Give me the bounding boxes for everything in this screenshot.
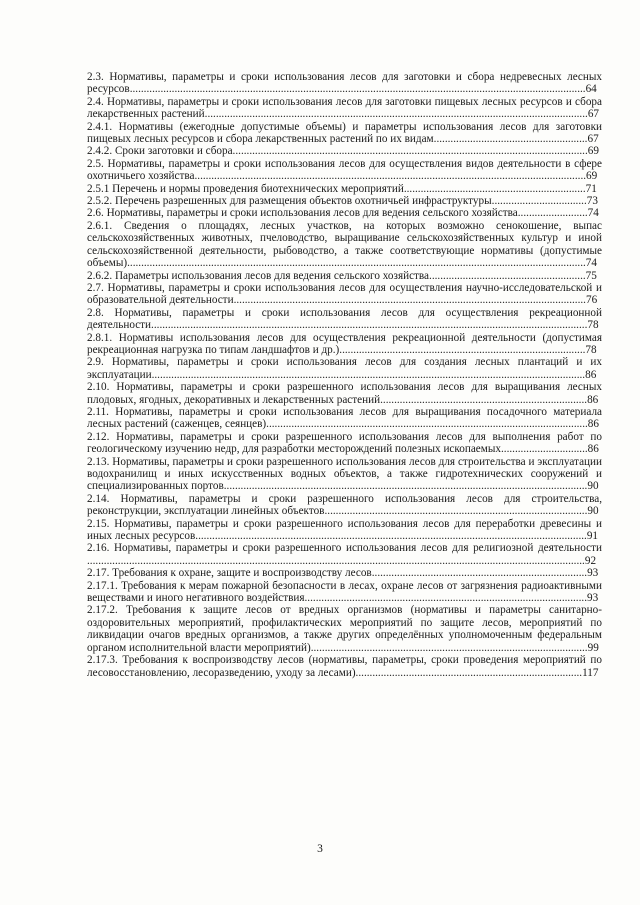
toc-entry[interactable] xyxy=(87,431,602,456)
toc-entry-page: 64 xyxy=(585,83,597,96)
toc-entry-page: 78 xyxy=(585,343,597,356)
toc-entry[interactable] xyxy=(87,654,602,679)
toc-entry-page: 86 xyxy=(587,418,599,431)
toc-entry-title: 2.17. Требования к охране, защите и воспроизводству лесов xyxy=(87,567,372,580)
toc-leader-dots: .................................................................................................................................................................... xyxy=(127,257,586,270)
toc-entry-title: 2.6.1. Сведения о площадях, лесных участков, на которых возможно сенокошение, выпас сельскохозяйственных животных, пчеловодство, выращивание сельскохозяйственных культур и иной сельскохозяйственной деятельности, рыбоводство, а также соответствующие нормативы (допустимые объемы) xyxy=(87,219,602,270)
toc-entry[interactable] xyxy=(87,71,602,96)
toc-entry-page: 69 xyxy=(586,170,598,183)
toc-entry-page: 93 xyxy=(587,567,599,580)
toc-entry-title: 2.7. Нормативы, параметры и сроки использования лесов для осуществления научно-исследовательской и образовательной деятельности xyxy=(87,281,602,307)
toc-entry-title: 2.4.2. Сроки заготовки и сбора xyxy=(87,145,233,158)
toc-leader-dots: ......................................................................................................................................... xyxy=(204,108,588,121)
toc-leader-dots: ........................................................................................ xyxy=(339,343,586,356)
toc-entry-page: 92 xyxy=(584,554,597,567)
toc-entry-page: 90 xyxy=(587,505,599,518)
toc-entry-title: 2.17.1. Требования к мерам пожарной безопасности в лесах, охране лесов от загрязнения радиоактивными веществами и иного негативного воздействия xyxy=(87,579,602,605)
toc-entry[interactable] xyxy=(87,381,602,406)
toc-entry-page: 99 xyxy=(587,641,599,654)
toc-leader-dots: ............................................................................................................................... xyxy=(232,145,588,158)
toc-entry[interactable] xyxy=(87,282,602,307)
toc-leader-dots: ............................................................................................................................................ xyxy=(194,170,587,183)
toc-entry-title: 2.16. Нормативы, параметры и сроки разрешенного использования лесов для религиозной деятельности xyxy=(87,542,602,555)
toc-entry[interactable] xyxy=(87,158,602,183)
toc-entry[interactable] xyxy=(87,356,602,381)
toc-entry-title: 2.14. Нормативы, параметры и сроки разрешенного использования лесов для строительства, реконструкции, эксплуатации линейных объектов xyxy=(87,492,602,518)
toc-entry-title: 2.12. Нормативы, параметры и сроки разрешенного использования лесов для выполнения работ по геологическому изучению недр, для разработки месторождений полезных ископаемых xyxy=(87,430,602,456)
toc-entry-page: 67 xyxy=(587,108,599,121)
toc-entry-title: 2.17.2. Требования к защите лесов от вредных организмов (нормативы и параметры санитарно-оздоровительных мероприятий, профилактических мероприятий по защите лесов, мероприятий по ликвидации очагов вредных организмов, а также других определённых уполномоченным федеральным органом исполнительной власти мероприятий) xyxy=(87,604,602,654)
toc-entry-title: 2.6.2. Параметры использования лесов для ведения сельского хозяйства xyxy=(87,269,430,282)
toc-entry-title: 2.5. Нормативы, параметры и сроки использования лесов для осуществления видов деятельности в сфере охотничьего хозяйства xyxy=(87,157,602,183)
toc-entry-page: 71 xyxy=(585,182,597,195)
toc-entry[interactable] xyxy=(87,220,602,270)
toc-leader-dots: ............................................................................................................................................................ xyxy=(151,319,588,332)
toc-entry-page: 73 xyxy=(586,195,598,208)
toc-entry-title: 2.4.1. Нормативы (ежегодные допустимые объемы) и параметры использования лесов для заготовки пищевых лесных ресурсов и сбора лекарственных растений по их видам xyxy=(87,120,602,146)
toc-leader-dots: ..................................................................................................... xyxy=(304,592,587,605)
toc-entry-page: 69 xyxy=(587,145,599,158)
toc-entry[interactable] xyxy=(87,207,602,219)
toc-leader-dots: .............................................................................................. xyxy=(324,505,588,518)
toc-entry[interactable] xyxy=(87,567,602,579)
page-number: 3 xyxy=(317,843,323,855)
toc-entry-title: 2.8.1. Нормативы использования лесов для осуществления рекреационной деятельности (допустимая рекреационная нагрузка по типам ландшафтов и др.) xyxy=(87,331,602,356)
toc-entry[interactable] xyxy=(87,183,602,195)
toc-leader-dots: .................................. xyxy=(491,195,587,208)
toc-entry[interactable] xyxy=(87,270,602,282)
toc-entry[interactable] xyxy=(87,96,602,121)
toc-leader-dots: ............................................................................................................................................ xyxy=(195,530,587,543)
toc-entry-page: 86 xyxy=(587,443,599,456)
toc-entry-title: 2.5.2. Перечень разрешенных для размещения объектов охотничьей инфраструктуры xyxy=(87,195,492,208)
toc-entry-page: 67 xyxy=(587,133,599,146)
toc-entry-page: 78 xyxy=(587,319,599,332)
toc-leader-dots: ........................................................................................................................................................... xyxy=(151,368,586,381)
toc-entry[interactable] xyxy=(87,145,602,157)
toc-leader-dots: ................................................................. xyxy=(403,182,586,195)
toc-entry[interactable] xyxy=(87,307,602,332)
toc-entry-title: 2.13. Нормативы, параметры и сроки разрешенного использования лесов для строительства и эксплуатации водохранилищ и иных искусственных водных объектов, а также гидротехнических сооружений и специализированных портов xyxy=(87,455,602,493)
toc-entry-page: 90 xyxy=(587,480,599,493)
toc-entry-title: 2.3. Нормативы, параметры и сроки использования лесов для заготовки и сбора недревесных лесных ресурсов xyxy=(87,71,602,96)
toc-entry[interactable] xyxy=(87,406,602,431)
toc-leader-dots: ......................... xyxy=(517,207,588,220)
toc-entry[interactable] xyxy=(87,121,602,146)
toc-entry-page: 93 xyxy=(586,592,599,605)
toc-entry-page: 86 xyxy=(587,393,599,406)
toc-entry-page: 75 xyxy=(585,269,597,282)
toc-entry-title: 2.4. Нормативы, параметры и сроки использования лесов для заготовки пищевых лесных ресурсов и сбора лекарственных растений xyxy=(87,95,602,121)
toc-entry-title: 2.10. Нормативы, параметры и сроки разрешенного использования лесов для выращивания лесных плодовых, ягодных, декоративных и лекарственных растений xyxy=(87,381,602,406)
toc-leader-dots: .................................................................................................................................................................................. xyxy=(87,554,585,567)
toc-entry-page: 86 xyxy=(585,368,597,381)
toc-leader-dots: ............................................................................. xyxy=(371,567,588,580)
toc-entry[interactable] xyxy=(87,580,602,605)
toc-entry[interactable] xyxy=(87,518,602,543)
toc-entry[interactable] xyxy=(87,604,602,654)
toc-entry-title: 2.6. Нормативы, параметры и сроки использования лесов для ведения сельского хозяйства xyxy=(87,207,518,220)
toc-entry-page: 74 xyxy=(585,257,597,270)
table-of-contents xyxy=(87,71,602,679)
toc-leader-dots: ............................... xyxy=(500,443,588,456)
toc-entry-page: 91 xyxy=(586,530,599,543)
toc-leader-dots: .................................................................................................................................. xyxy=(223,480,588,493)
toc-entry-title: 2.5.1 Перечень и нормы проведения биотехнических мероприятий xyxy=(87,182,404,195)
toc-entry-title: 2.11. Нормативы, параметры и сроки использования лесов для выращивания посадочного материала лесных растений (саженцев, сеянцев) xyxy=(87,405,602,431)
toc-leader-dots: ................................................................................................................... xyxy=(266,418,588,431)
toc-entry-title: 2.17.3. Требования к воспроизводству лесов (нормативы, параметры, сроки проведения мероприятий по лесовосстановлению, лесоразведению, уходу за лесами) xyxy=(87,654,602,679)
toc-leader-dots: ................................................................................. xyxy=(355,666,583,679)
toc-entry-page: 76 xyxy=(585,294,598,307)
toc-entry[interactable] xyxy=(87,456,602,493)
toc-entry-title: 2.15. Нормативы, параметры и сроки разрешенного использования лесов для переработки древесины и иных лесных ресурсов xyxy=(87,517,602,543)
toc-entry[interactable] xyxy=(87,332,602,357)
toc-entry-page: 117 xyxy=(582,666,599,679)
toc-entry[interactable] xyxy=(87,195,602,207)
toc-leader-dots: ................................................................................................................................................................... xyxy=(129,83,586,96)
toc-leader-dots: ........................................................ xyxy=(429,269,586,282)
toc-entry[interactable] xyxy=(87,493,602,518)
toc-leader-dots: .......................................................................... xyxy=(380,393,588,406)
toc-entry-title: 2.8. Нормативы, параметры и сроки использования лесов для осуществления рекреационной деятельности xyxy=(87,306,602,332)
toc-leader-dots: ................................................................................................... xyxy=(310,641,588,654)
toc-entry-page: 74 xyxy=(587,207,599,220)
toc-entry-title: 2.9. Нормативы, параметры и сроки использования лесов для создания лесных плантаций и их эксплуатации xyxy=(87,356,602,381)
toc-entry[interactable] xyxy=(87,542,602,567)
toc-leader-dots: ....................................................... xyxy=(433,133,588,146)
toc-leader-dots: .............................................................................................................................. xyxy=(233,294,586,307)
